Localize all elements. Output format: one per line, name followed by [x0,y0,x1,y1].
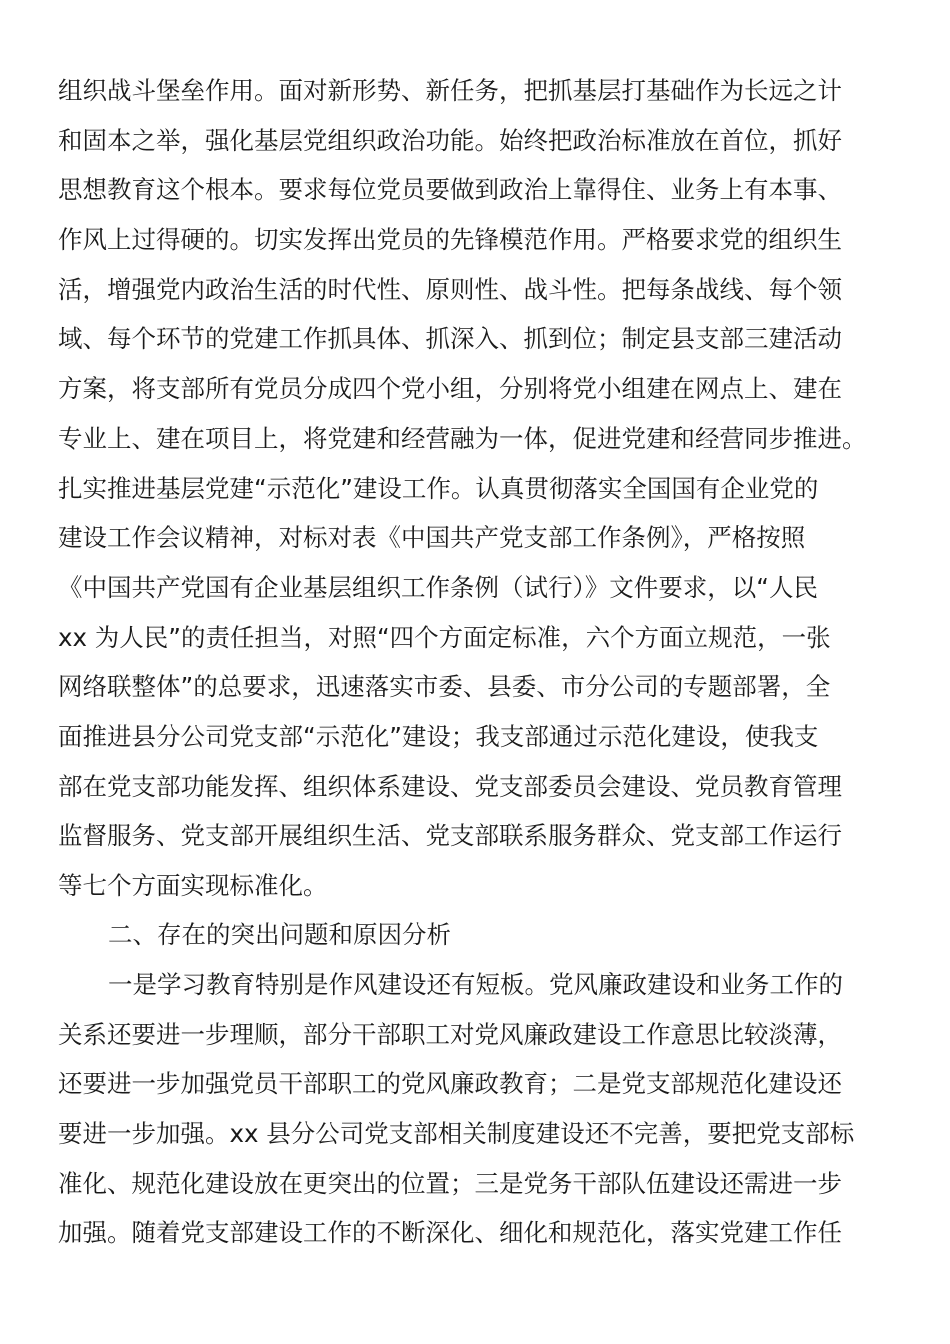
text-line: 扎实推进基层党建“示范化”建设工作。认真贯彻落实全国国有企业党的 [58,473,819,503]
text-line: 部在党支部功能发挥、组织体系建设、党支部委员会建设、党员教育管理 [58,771,842,801]
text-line: 《中国共产党国有企业基层组织工作条例（试行）》文件要求，以“人民 [58,572,818,602]
text-line: 监督服务、党支部开展组织生活、党支部联系服务群众、党支部工作运行 [58,821,842,851]
text-line: 建设工作会议精神，对标对表《中国共产党支部工作条例》，严格按照 [58,523,806,553]
text-line: 关系还要进一步理顺，部分干部职工对党风廉政建设工作意思比较淡薄， [58,1019,842,1049]
section-heading: 二、存在的突出问题和原因分析 [108,920,451,949]
text-line: 活，增强党内政治生活的时代性、原则性、战斗性。把每条战线、每个领 [58,274,842,304]
text-line: 准化、规范化建设放在更突出的位置；三是党务干部队伍建设还需进一步 [58,1168,842,1198]
text-line: 域、每个环节的党建工作抓具体、抓深入、抓到位；制定县支部三建活动 [58,324,842,354]
text-line: 还要进一步加强党员干部职工的党风廉政教育；二是党支部规范化建设还 [58,1069,842,1099]
text-line: 作风上过得硬的。切实发挥出党员的先锋模范作用。严格要求党的组织生 [58,225,842,255]
text-line: 思想教育这个根本。要求每位党员要做到政治上靠得住、业务上有本事、 [58,175,842,205]
text-line: 等七个方面实现标准化。 [58,871,328,900]
text-line: 组织战斗堡垒作用。面对新形势、新任务，把抓基层打基础作为长远之计 [58,76,842,105]
text-line: 要进一步加强。xx 县分公司党支部相关制度建设还不完善，要把党支部标 [58,1119,855,1149]
text-line: xx 为人民”的责任担当，对照“四个方面定标准，六个方面立规范，一张 [58,622,831,652]
text-line: 面推进县分公司党支部“示范化”建设；我支部通过示范化建设，使我支 [58,721,819,751]
paragraph-problems-analysis [58,960,884,1258]
text-line: 和固本之举，强化基层党组织政治功能。始终把政治标准放在首位，抓好 [58,125,842,155]
text-line: 网络联整体”的总要求，迅速落实市委、县委、市分公司的专题部署，全 [58,672,831,702]
text-line: 方案，将支部所有党员分成四个党小组，分别将党小组建在网点上、建在 [58,374,842,404]
paragraph-party-building [58,66,884,911]
text-line: 一是学习教育特别是作风建设还有短板。党风廉政建设和业务工作的 [108,970,843,999]
text-line: 专业上、建在项目上，将党建和经营融为一体，促进党建和经营同步推进。 [58,423,867,453]
text-line: 加强。随着党支部建设工作的不断深化、细化和规范化，落实党建工作任 [58,1218,842,1248]
